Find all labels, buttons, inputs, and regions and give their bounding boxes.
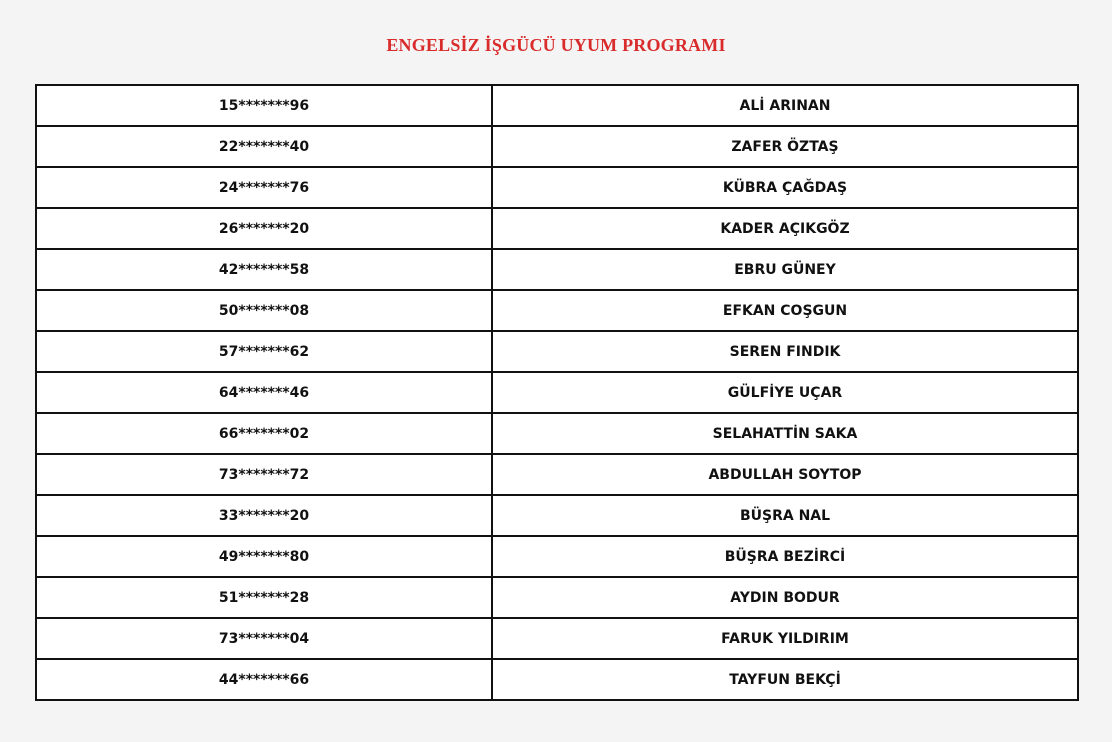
table-row (36, 659, 1078, 700)
name-cell: GÜLFİYE UÇAR (492, 372, 1078, 413)
table-row (36, 577, 1078, 618)
table-row (36, 618, 1078, 659)
masked-id-cell: 49*******80 (36, 536, 492, 577)
masked-id-cell: 15*******96 (36, 85, 492, 126)
table-row (36, 331, 1078, 372)
masked-id-cell: 64*******46 (36, 372, 492, 413)
name-cell: BÜŞRA BEZİRCİ (492, 536, 1078, 577)
name-cell: BÜŞRA NAL (492, 495, 1078, 536)
masked-id-cell: 33*******20 (36, 495, 492, 536)
masked-id-cell: 66*******02 (36, 413, 492, 454)
name-cell: SEREN FINDIK (492, 331, 1078, 372)
table-row (36, 413, 1078, 454)
masked-id-cell: 22*******40 (36, 126, 492, 167)
table-row (36, 126, 1078, 167)
table-row (36, 290, 1078, 331)
table-row (36, 249, 1078, 290)
masked-id-cell: 73*******04 (36, 618, 492, 659)
name-cell: ALİ ARINAN (492, 85, 1078, 126)
masked-id-cell: 24*******76 (36, 167, 492, 208)
name-cell: SELAHATTİN SAKA (492, 413, 1078, 454)
name-cell: EFKAN COŞGUN (492, 290, 1078, 331)
name-cell: AYDIN BODUR (492, 577, 1078, 618)
masked-id-cell: 42*******58 (36, 249, 492, 290)
masked-id-cell: 57*******62 (36, 331, 492, 372)
name-cell: KÜBRA ÇAĞDAŞ (492, 167, 1078, 208)
participant-table (35, 84, 1079, 701)
masked-id-cell: 51*******28 (36, 577, 492, 618)
masked-id-cell: 44*******66 (36, 659, 492, 700)
masked-id-cell: 73*******72 (36, 454, 492, 495)
table-row (36, 372, 1078, 413)
page-title: ENGELSİZ İŞGÜCÜ UYUM PROGRAMI (386, 35, 726, 55)
table-row (36, 208, 1078, 249)
masked-id-cell: 26*******20 (36, 208, 492, 249)
table-row (36, 454, 1078, 495)
table-row (36, 495, 1078, 536)
name-cell: ABDULLAH SOYTOP (492, 454, 1078, 495)
table-row (36, 536, 1078, 577)
name-cell: FARUK YILDIRIM (492, 618, 1078, 659)
name-cell: TAYFUN BEKÇİ (492, 659, 1078, 700)
name-cell: KADER AÇIKGÖZ (492, 208, 1078, 249)
masked-id-cell: 50*******08 (36, 290, 492, 331)
name-cell: ZAFER ÖZTAŞ (492, 126, 1078, 167)
name-cell: EBRU GÜNEY (492, 249, 1078, 290)
participant-table-body (36, 85, 1078, 700)
table-row (36, 85, 1078, 126)
table-row (36, 167, 1078, 208)
